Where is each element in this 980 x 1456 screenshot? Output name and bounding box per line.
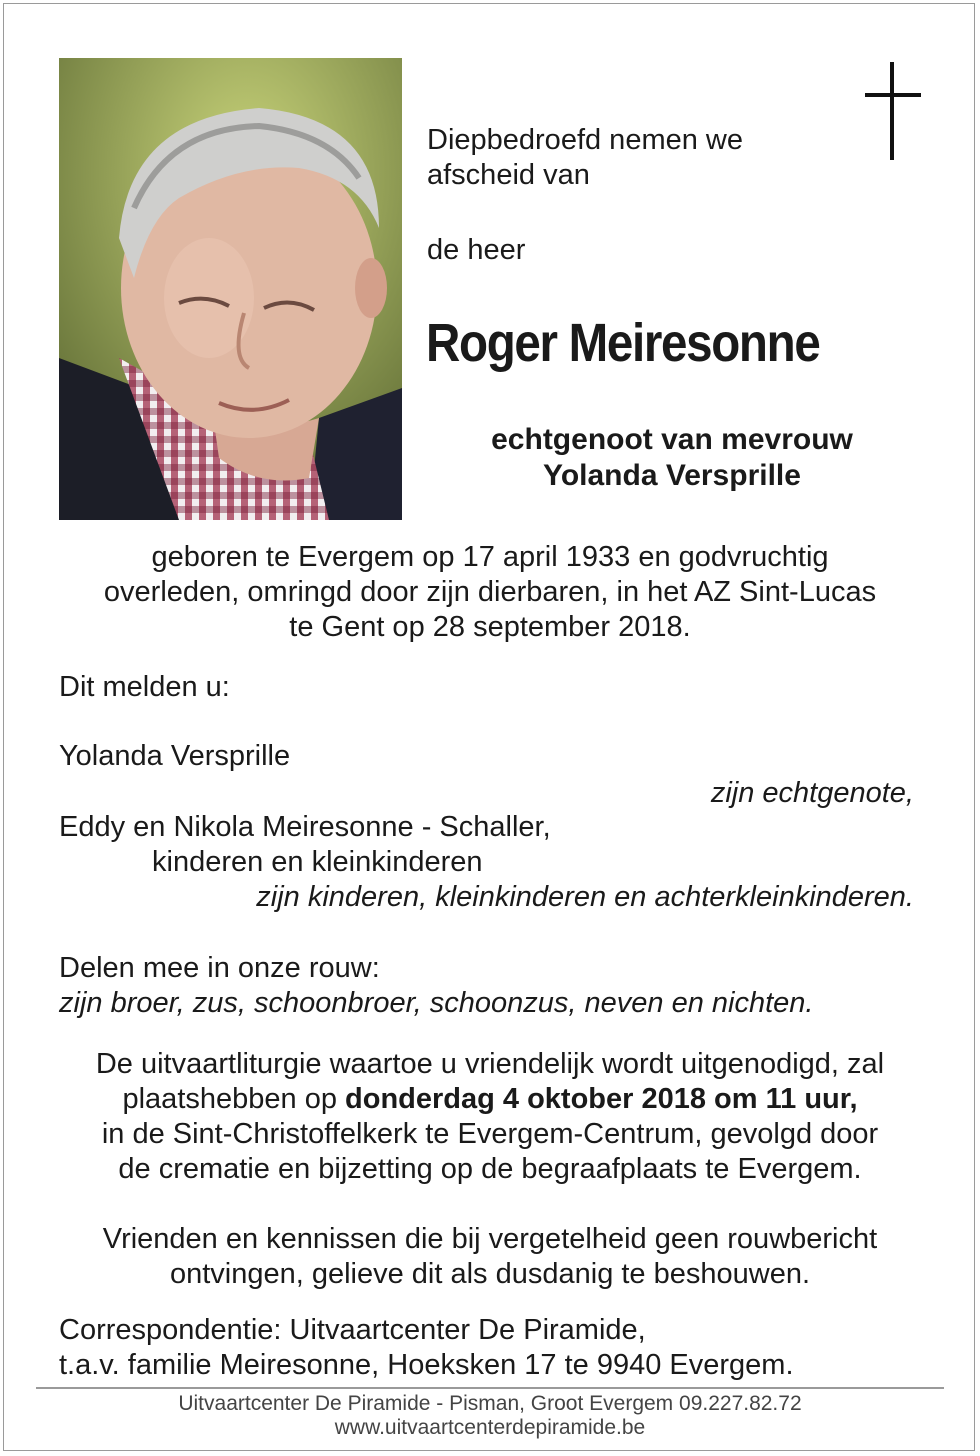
funeral-line-2 bbox=[40, 1082, 940, 1117]
portrait-illustration bbox=[59, 58, 402, 520]
correspondence-line-1: Correspondentie: Uitvaartcenter De Piramide, bbox=[59, 1314, 646, 1346]
announcement-children-extra: kinderen en kleinkinderen bbox=[152, 846, 483, 878]
birth-death-line-2: overleden, omringd door zijn dierbaren, in het AZ Sint-Lucas bbox=[103, 576, 877, 608]
spouse-line-1: echtgenoot van mevrouw bbox=[491, 423, 853, 456]
spouse-block bbox=[430, 422, 914, 494]
cross-icon bbox=[862, 62, 924, 160]
mourning-heading: Delen mee in onze rouw: bbox=[59, 952, 380, 984]
announcement-heading: Dit melden u: bbox=[59, 671, 230, 703]
friends-note bbox=[40, 1222, 940, 1292]
friends-note-line-1: Vrienden en kennissen die bij vergetelheid geen rouwbericht bbox=[102, 1223, 878, 1255]
birth-death-line-3: te Gent op 28 september 2018. bbox=[289, 611, 691, 643]
intro-line-1: Diepbedroefd nemen we bbox=[427, 124, 743, 156]
birth-death-text bbox=[40, 540, 940, 645]
announcement-children-names: Eddy en Nikola Meiresonne - Schaller, bbox=[59, 811, 551, 843]
funeral-line-2-prefix: plaatshebben op bbox=[122, 1083, 346, 1115]
footer-website[interactable]: www.uitvaartcenterdepiramide.be bbox=[334, 1416, 646, 1439]
spouse-name: Yolanda Versprille bbox=[543, 459, 801, 492]
correspondence bbox=[59, 1313, 794, 1383]
birth-death-line-1: geboren te Evergem op 17 april 1933 en godvruchtig bbox=[151, 541, 829, 573]
funeral-date-time: donderdag 4 oktober 2018 om 11 uur, bbox=[345, 1083, 858, 1115]
funeral-line-4: de crematie en bijzetting op de begraafplaats te Evergem. bbox=[118, 1153, 862, 1185]
announcement-spouse-name: Yolanda Versprille bbox=[59, 740, 291, 772]
funeral-line-3: in de Sint-Christoffelkerk te Evergem-Centrum, gevolgd door bbox=[101, 1118, 879, 1150]
deceased-name: Roger Meiresonne bbox=[426, 313, 820, 373]
friends-note-line-2: ontvingen, gelieve dit als dusdanig te beshouwen. bbox=[169, 1258, 811, 1290]
footer-divider bbox=[36, 1387, 944, 1389]
mourning-relatives: zijn broer, zus, schoonbroer, schoonzus, neven en nichten. bbox=[59, 987, 814, 1019]
funeral-line-1: De uitvaartliturgie waartoe u vriendelijk wordt uitgenodigd, zal bbox=[95, 1048, 885, 1080]
correspondence-line-2: t.a.v. familie Meiresonne, Hoeksken 17 te 9940 Evergem. bbox=[59, 1349, 794, 1381]
title: de heer bbox=[427, 234, 526, 266]
portrait-photo bbox=[59, 58, 402, 520]
funeral-text bbox=[40, 1047, 940, 1187]
footer bbox=[40, 1392, 940, 1440]
intro-text bbox=[427, 123, 743, 193]
announcement-spouse-role: zijn echtgenote, bbox=[710, 777, 914, 809]
intro-line-2: afscheid van bbox=[427, 159, 590, 191]
announcement-children-role: zijn kinderen, kleinkinderen en achterkleinkinderen. bbox=[256, 881, 914, 913]
footer-contact: Uitvaartcenter De Piramide - Pisman, Groot Evergem 09.227.82.72 bbox=[178, 1392, 802, 1415]
